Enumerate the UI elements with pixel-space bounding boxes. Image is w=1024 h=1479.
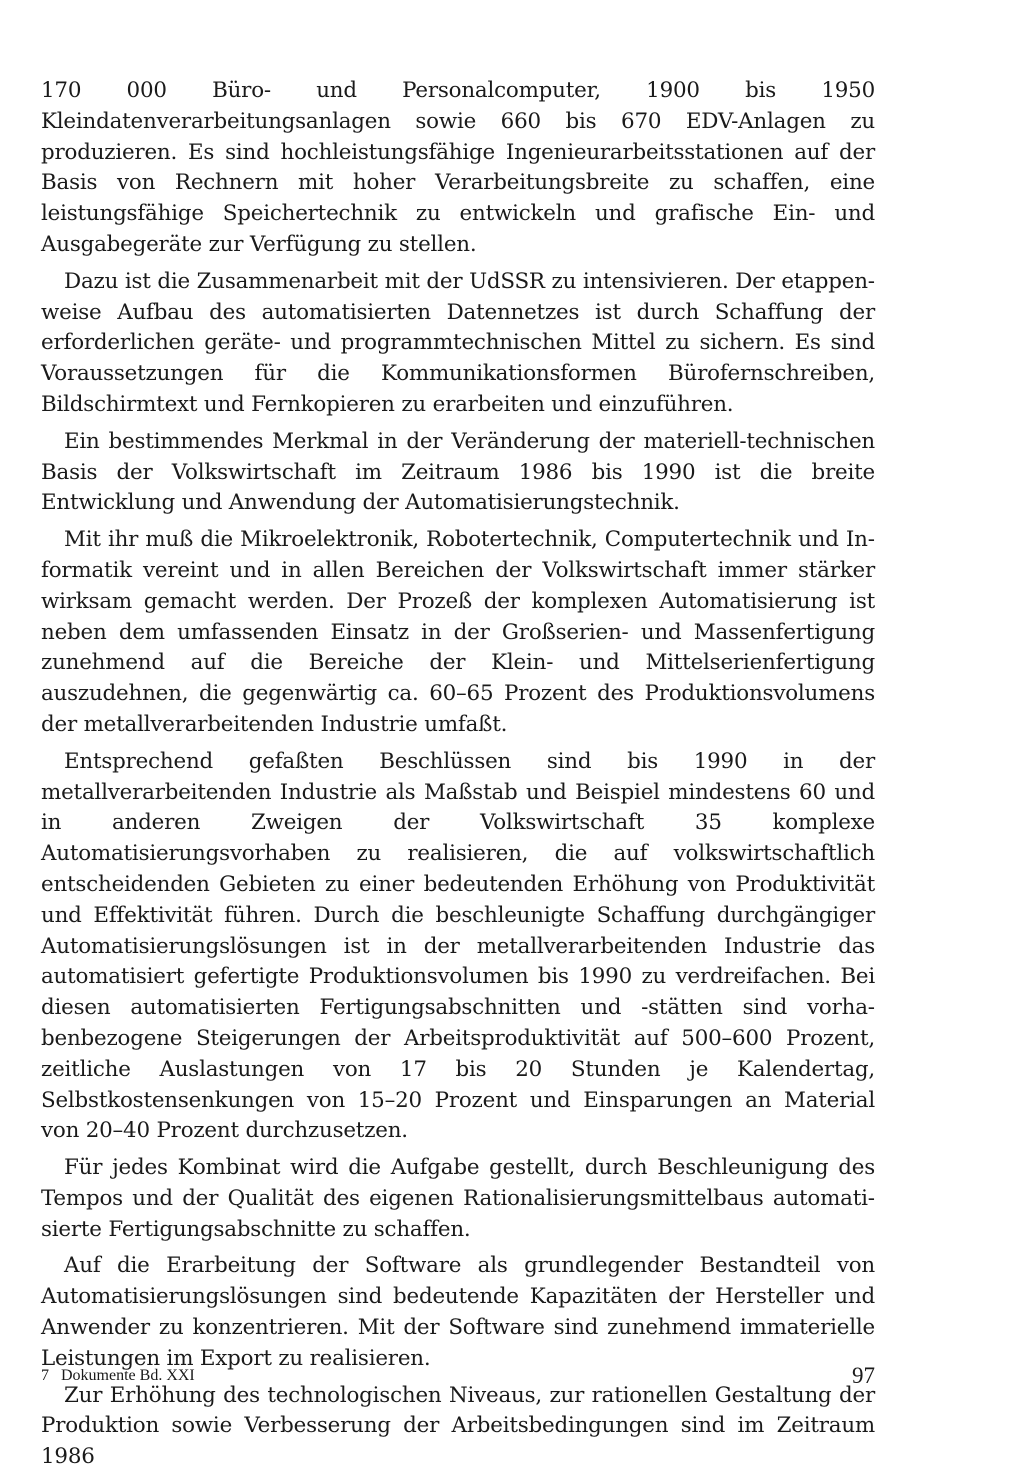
paragraph-7: Auf die Erarbeitung der Software als grundlegender Bestandteil von Automatisierungslösungen sind bedeutende Kapazitäten der Hersteller und Anwender zu konzentrieren. Mit der Software sind zunehmend immaterielle Leistungen im Export zu realisieren. — [41, 1253, 875, 1371]
paragraph-5: Entsprechend gefaßten Beschlüssen sind bis 1990 in der metallverarbeitenden Industrie als Maßstab und Beispiel mindestens 60 und in anderen Zweigen der Volkswirtschaft 35 komplexe Automatisierungsvorhaben zu realisieren, die auf volkswirtschaftlich entscheidenden Gebieten zu einer bedeutenden Erhöhung von Produktivität und Effektivität führen. Durch die beschleunigte Schaffung durchgängiger Automatisierungslösungen ist in der metallverarbeitenden Industrie das automatisiert gefertigte Produktionsvolumen bis 1990 zu verdreifachen. Bei diesen automatisierten Fertigungsabschnitten und -stätten sind vorhabenbezogene Steigerungen der Arbeitsproduktivität auf 500–600 Prozent, zeitliche Auslastungen von 17 bis 20 Stunden je Kalendertag, Selbstkostensenkungen von 15–20 Prozent und Einsparungen an Material von 20–40 Prozent durchzusetzen. — [41, 748, 875, 1144]
paragraph-6: Für jedes Kombinat wird die Aufgabe gestellt, durch Beschleunigung des Tempos und der Qualität des eigenen Rationalisierungsmittelbaus automatisierte Fertigungsabschnitte zu schaffen. — [41, 1155, 875, 1242]
paragraph-2: Dazu ist die Zusammenarbeit mit der UdSSR zu intensivieren. Der etappenweise Aufbau des automatisierten Datennetzes ist durch Schaffung der erforderlichen geräte- und programmtechnischen Mittel zu sichern. Es sind Voraussetzungen für die Kommunikationsformen Bürofernschreiben, Bildschirmtext und Fernkopieren zu erarbeiten und einzuführen. — [41, 268, 875, 417]
paragraph-8: Zur Erhöhung des technologischen Niveaus, zur rationellen Gestaltung der Produktion sowie Verbesserung der Arbeitsbedingungen sind im Zeitraum 1986 — [41, 1382, 875, 1470]
paragraph-4: Mit ihr muß die Mikroelektronik, Robotertechnik, Computertechnik und Informatik vereint und in allen Bereichen der Volkswirtschaft immer stärker wirksam gemacht werden. Der Prozeß der komplexen Automatisierung ist neben dem umfassenden Einsatz in der Großserien- und Massenfertigung zunehmend auf die Bereiche der Klein- und Mittelserienfertigung auszudehnen, die gegenwärtig ca. 60–65 Prozent des Produktionsvolumens der metallverarbeitenden Industrie umfaßt. — [41, 527, 875, 737]
paragraph-3: Ein bestimmendes Merkmal in der Veränderung der materiell-technischen Basis der Volkswirtschaft im Zeitraum 1986 bis 1990 ist die breite Entwicklung und Anwendung der Automatisierungstechnik. — [41, 428, 875, 516]
signature-number: 7 — [41, 1367, 49, 1384]
page-number: 97 — [852, 1363, 875, 1388]
page-footer — [41, 1363, 875, 1393]
signature-mark — [41, 1367, 195, 1385]
paragraph-1: 170 000 Büro- und Personalcomputer, 1900 bis 1950 Kleindatenverarbeitungsanlagen sowie 660 bis 670 EDV-Anlagen zu produzieren. Es sind hochleistungsfähige Ingenieurarbeitsstationen auf der Basis von Rechnern mit hoher Verarbeitungsbreite zu schaffen, eine leistungsfähige Speichertechnik zu entwickeln und grafische Ein- und Ausgabegeräte zur Verfügung zu stellen. — [41, 78, 875, 257]
signature-text: Dokumente Bd. XXI — [61, 1367, 195, 1384]
page-body — [41, 76, 875, 1479]
